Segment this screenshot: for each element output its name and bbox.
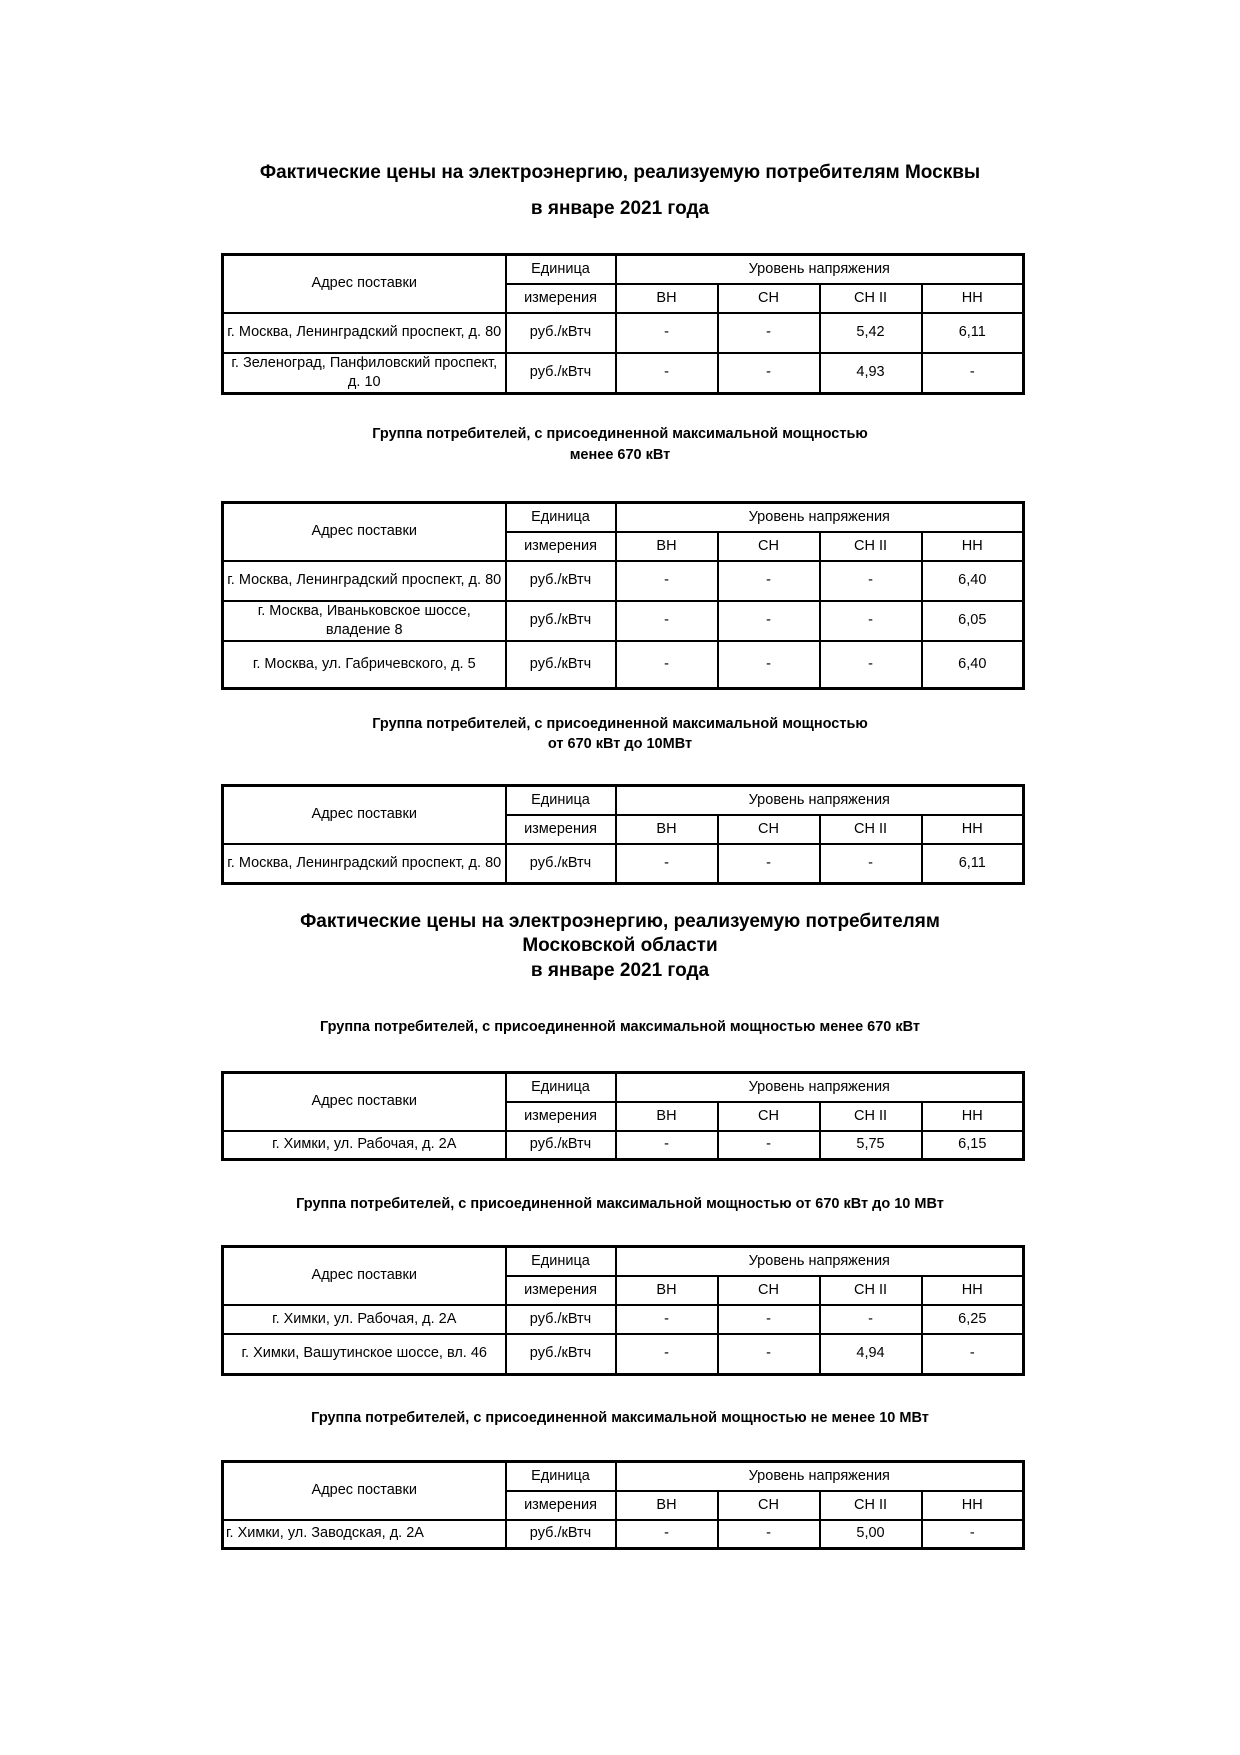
header-address: Адрес поставки xyxy=(223,1247,506,1305)
cell-nn: 6,40 xyxy=(922,561,1024,601)
cell-address: г. Москва, Ленинградский проспект, д. 80 xyxy=(223,561,506,601)
moscow-group-a-line1: Группа потребителей, с присоединенной максимальной мощностью xyxy=(372,426,868,442)
header-sn2: СН II xyxy=(820,815,922,844)
header-unit-line2: измерения xyxy=(506,1102,616,1131)
header-sn: СН xyxy=(718,284,820,313)
header-unit-line1: Единица xyxy=(506,255,616,284)
header-vn: ВН xyxy=(616,1102,718,1131)
header-unit-line2: измерения xyxy=(506,1276,616,1305)
cell-unit: руб./кВтч xyxy=(506,313,616,353)
cell-unit: руб./кВтч xyxy=(506,561,616,601)
header-sn: СН xyxy=(718,815,820,844)
header-unit-line2: измерения xyxy=(506,284,616,313)
cell-address: г. Москва, Иваньковское шоссе, владение 8 xyxy=(223,601,506,641)
header-sn: СН xyxy=(718,1491,820,1520)
cell-address: г. Химки, ул. Рабочая, д. 2А xyxy=(223,1131,506,1160)
header-sn: СН xyxy=(718,1102,820,1131)
region-title-line1: Фактические цены на электроэнергию, реализуемую потребителям xyxy=(300,911,940,932)
header-address: Адрес поставки xyxy=(223,503,506,561)
cell-address: г. Москва, ул. Габричевского, д. 5 xyxy=(223,641,506,689)
table-row xyxy=(223,844,1024,884)
header-sn: СН xyxy=(718,532,820,561)
cell-sn2: - xyxy=(820,641,922,689)
cell-sn: - xyxy=(718,641,820,689)
cell-sn2: 4,93 xyxy=(820,353,922,394)
header-sn2: СН II xyxy=(820,1102,922,1131)
header-vn: ВН xyxy=(616,1491,718,1520)
cell-unit: руб./кВтч xyxy=(506,1334,616,1375)
header-sn: СН xyxy=(718,1276,820,1305)
cell-unit: руб./кВтч xyxy=(506,1520,616,1549)
cell-vn: - xyxy=(616,601,718,641)
header-sn2: СН II xyxy=(820,284,922,313)
cell-sn2: - xyxy=(820,561,922,601)
header-voltage-level: Уровень напряжения xyxy=(616,786,1024,815)
cell-nn: 6,40 xyxy=(922,641,1024,689)
header-vn: ВН xyxy=(616,284,718,313)
header-nn: НН xyxy=(922,1276,1024,1305)
cell-vn: - xyxy=(616,1520,718,1549)
cell-nn: 6,05 xyxy=(922,601,1024,641)
cell-sn2: - xyxy=(820,844,922,884)
cell-sn2: 5,75 xyxy=(820,1131,922,1160)
table-row xyxy=(223,1305,1024,1334)
cell-address: г. Химки, Вашутинское шоссе, вл. 46 xyxy=(223,1334,506,1375)
cell-vn: - xyxy=(616,313,718,353)
cell-sn: - xyxy=(718,1520,820,1549)
cell-unit: руб./кВтч xyxy=(506,601,616,641)
header-voltage-level: Уровень напряжения xyxy=(616,1073,1024,1102)
cell-vn: - xyxy=(616,353,718,394)
cell-unit: руб./кВтч xyxy=(506,641,616,689)
header-unit-line2: измерения xyxy=(506,532,616,561)
moscow-group-b-line2: от 670 кВт до 10МВт xyxy=(547,736,693,752)
region-group-a: Группа потребителей, с присоединенной максимальной мощностью менее 670 кВт xyxy=(319,1019,921,1035)
table-row xyxy=(223,641,1024,689)
cell-sn2: - xyxy=(820,1305,922,1334)
header-sn2: СН II xyxy=(820,532,922,561)
table-row xyxy=(223,1131,1024,1160)
moscow-title-line2: в январе 2021 года xyxy=(530,198,710,219)
cell-unit: руб./кВтч xyxy=(506,353,616,394)
cell-vn: - xyxy=(616,1131,718,1160)
header-unit-line2: измерения xyxy=(506,1491,616,1520)
cell-sn2: 4,94 xyxy=(820,1334,922,1375)
table-row xyxy=(223,353,1024,394)
cell-nn: - xyxy=(922,353,1024,394)
price-table-moscow-3 xyxy=(221,784,1025,885)
header-vn: ВН xyxy=(616,532,718,561)
cell-sn: - xyxy=(718,313,820,353)
cell-nn: 6,25 xyxy=(922,1305,1024,1334)
header-voltage-level: Уровень напряжения xyxy=(616,503,1024,532)
region-title-line2: Московской области xyxy=(522,935,718,956)
header-nn: НН xyxy=(922,1102,1024,1131)
header-voltage-level: Уровень напряжения xyxy=(616,255,1024,284)
region-group-c: Группа потребителей, с присоединенной максимальной мощностью не менее 10 МВт xyxy=(311,1410,929,1426)
header-address: Адрес поставки xyxy=(223,1073,506,1131)
header-unit-line1: Единица xyxy=(506,786,616,815)
cell-sn2: 5,00 xyxy=(820,1520,922,1549)
moscow-group-b-line1: Группа потребителей, с присоединенной максимальной мощностью xyxy=(372,716,868,732)
moscow-group-a-line2: менее 670 кВт xyxy=(569,447,671,463)
header-vn: ВН xyxy=(616,815,718,844)
header-address: Адрес поставки xyxy=(223,1462,506,1520)
price-table-region-1 xyxy=(221,1071,1025,1161)
cell-unit: руб./кВтч xyxy=(506,1131,616,1160)
cell-address: г. Москва, Ленинградский проспект, д. 80 xyxy=(223,844,506,884)
table-row xyxy=(223,601,1024,641)
header-unit-line1: Единица xyxy=(506,1462,616,1491)
header-sn2: СН II xyxy=(820,1276,922,1305)
table-row xyxy=(223,561,1024,601)
header-unit-line1: Единица xyxy=(506,1247,616,1276)
cell-sn: - xyxy=(718,353,820,394)
header-nn: НН xyxy=(922,532,1024,561)
cell-vn: - xyxy=(616,1334,718,1375)
header-address: Адрес поставки xyxy=(223,255,506,313)
moscow-title-line1: Фактические цены на электроэнергию, реализуемую потребителям Москвы xyxy=(259,162,981,183)
cell-nn: 6,15 xyxy=(922,1131,1024,1160)
price-table-moscow-2 xyxy=(221,501,1025,690)
cell-unit: руб./кВтч xyxy=(506,844,616,884)
header-vn: ВН xyxy=(616,1276,718,1305)
cell-address: г. Зеленоград, Панфиловский проспект, д. 10 xyxy=(223,353,506,394)
header-unit-line2: измерения xyxy=(506,815,616,844)
cell-sn: - xyxy=(718,561,820,601)
header-nn: НН xyxy=(922,1491,1024,1520)
cell-vn: - xyxy=(616,641,718,689)
price-table-region-3 xyxy=(221,1460,1025,1550)
cell-nn: - xyxy=(922,1520,1024,1549)
cell-address: г. Москва, Ленинградский проспект, д. 80 xyxy=(223,313,506,353)
cell-sn: - xyxy=(718,601,820,641)
header-unit-line1: Единица xyxy=(506,503,616,532)
cell-nn: - xyxy=(922,1334,1024,1375)
region-group-b: Группа потребителей, с присоединенной максимальной мощностью от 670 кВт до 10 МВт xyxy=(296,1196,944,1212)
header-address: Адрес поставки xyxy=(223,786,506,844)
cell-sn2: 5,42 xyxy=(820,313,922,353)
header-nn: НН xyxy=(922,284,1024,313)
region-title-line3: в январе 2021 года xyxy=(530,960,710,981)
cell-vn: - xyxy=(616,844,718,884)
table-row xyxy=(223,1520,1024,1549)
cell-vn: - xyxy=(616,561,718,601)
cell-sn2: - xyxy=(820,601,922,641)
cell-sn: - xyxy=(718,1131,820,1160)
cell-unit: руб./кВтч xyxy=(506,1305,616,1334)
header-unit-line1: Единица xyxy=(506,1073,616,1102)
header-voltage-level: Уровень напряжения xyxy=(616,1247,1024,1276)
cell-address: г. Химки, ул. Заводская, д. 2А xyxy=(223,1520,506,1549)
header-nn: НН xyxy=(922,815,1024,844)
table-row xyxy=(223,313,1024,353)
cell-nn: 6,11 xyxy=(922,313,1024,353)
cell-sn: - xyxy=(718,1305,820,1334)
header-sn2: СН II xyxy=(820,1491,922,1520)
price-table-region-2 xyxy=(221,1245,1025,1376)
cell-sn: - xyxy=(718,844,820,884)
cell-sn: - xyxy=(718,1334,820,1375)
cell-address: г. Химки, ул. Рабочая, д. 2А xyxy=(223,1305,506,1334)
table-row xyxy=(223,1334,1024,1375)
header-voltage-level: Уровень напряжения xyxy=(616,1462,1024,1491)
cell-vn: - xyxy=(616,1305,718,1334)
cell-nn: 6,11 xyxy=(922,844,1024,884)
price-table-moscow-1 xyxy=(221,253,1025,395)
